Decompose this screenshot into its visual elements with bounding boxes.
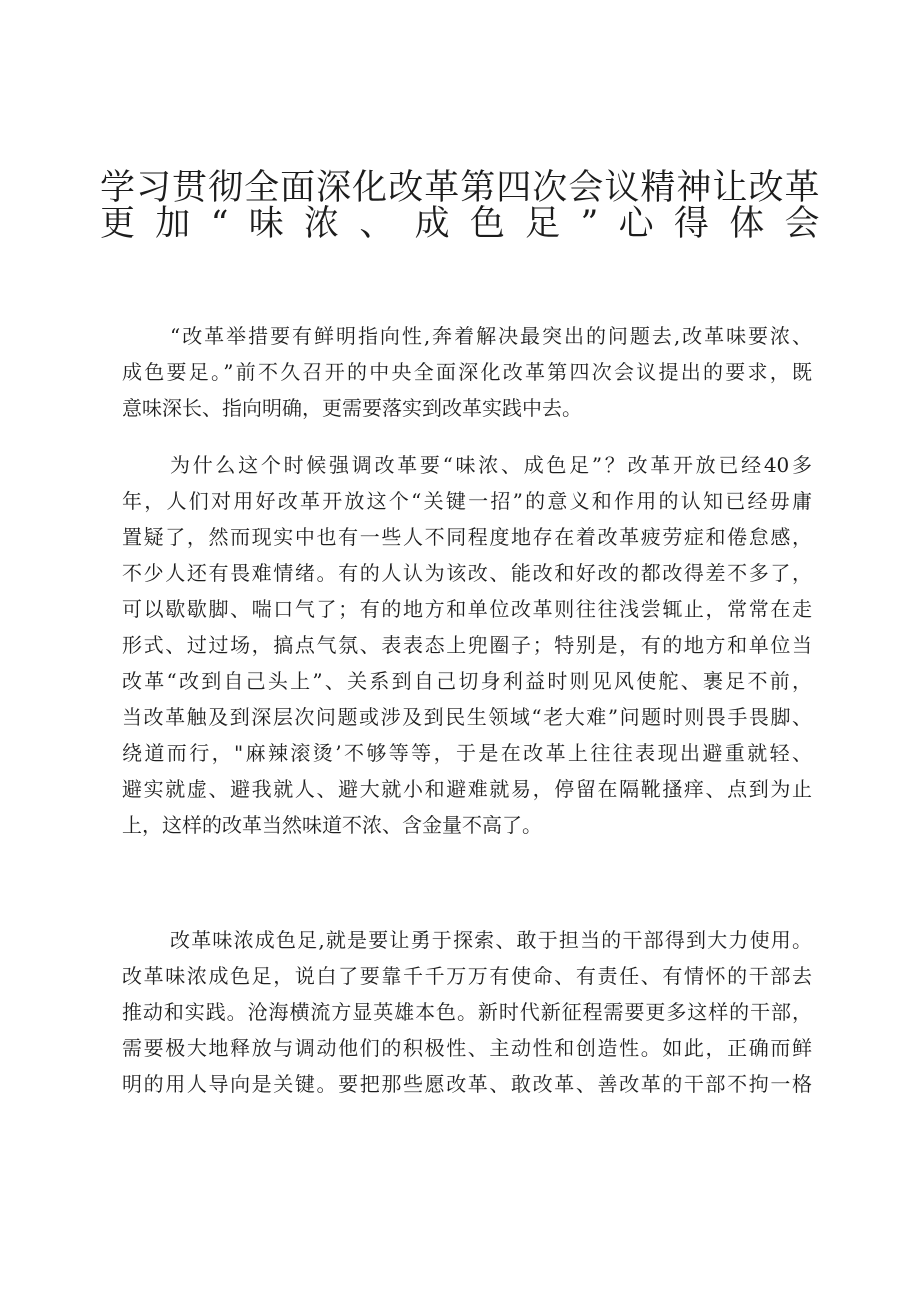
- text-line: 为什么这个时候强调改革要“味浓、成色足”？改革开放已经40多: [170, 453, 812, 477]
- text-line: 当改革触及到深层次问题或涉及到民生领域“老大难”问题时则畏手畏脚、: [122, 705, 812, 729]
- text-line: 推动和实践。沧海横流方显英雄本色。新时代新征程需要更多这样的干部，: [122, 1000, 812, 1024]
- text-line: 改革味浓成色足,就是要让勇于探索、敢于担当的干部得到大力使用。: [170, 928, 812, 952]
- paragraph-1: [122, 318, 812, 426]
- text-line: 避实就虚、避我就人、避大就小和避难就易，停留在隔靴搔痒、点到为止: [122, 777, 812, 801]
- text-line: 可以歇歇脚、喘口气了；有的地方和单位改革则往往浅尝辄止，常常在走: [122, 597, 812, 621]
- document-title: [100, 160, 820, 244]
- text-line: “改革举措要有鲜明指向性,奔着解决最突出的问题去,改革味要浓、: [170, 324, 812, 348]
- title-line: 更加“味浓、成色足”心得体会: [100, 204, 820, 244]
- text-line: 成色要足。”前不久召开的中央全面深化改革第四次会议提出的要求，既: [122, 360, 812, 384]
- text-line: 绕道而行，"麻辣滚烫’不够等等，于是在改革上往往表现出避重就轻、: [122, 741, 812, 765]
- text-line: 明的用人导向是关键。要把那些愿改革、敢改革、善改革的干部不拘一格: [122, 1072, 812, 1096]
- text-line: 改革味浓成色足，说白了要靠千千万万有使命、有责任、有情怀的干部去: [122, 964, 812, 988]
- text-line: 改革“改到自己头上”、关系到自己切身利益时则见风使舵、裹足不前，: [122, 669, 812, 693]
- paragraph-3: [122, 922, 812, 1102]
- text-line: 上，这样的改革当然味道不浓、含金量不高了。: [122, 813, 542, 837]
- text-line: 置疑了，然而现实中也有一些人不同程度地存在着改革疲劳症和倦怠感，: [122, 525, 812, 549]
- text-line: 需要极大地释放与调动他们的积极性、主动性和创造性。如此，正确而鲜: [122, 1036, 812, 1060]
- text-line: 意味深长、指向明确，更需要落实到改革实践中去。: [122, 396, 582, 420]
- title-line: 学习贯彻全面深化改革第四次会议精神让改革: [100, 168, 820, 208]
- text-line: 不少人还有畏难情绪。有的人认为该改、能改和好改的都改得差不多了，: [122, 561, 812, 585]
- paragraph-2: [122, 447, 812, 843]
- text-line: 年，人们对用好改革开放这个“关键一招”的意义和作用的认知已经毋庸: [122, 489, 812, 513]
- text-line: 形式、过过场，搞点气氛、表表态上兜圈子；特别是，有的地方和单位当: [122, 633, 812, 657]
